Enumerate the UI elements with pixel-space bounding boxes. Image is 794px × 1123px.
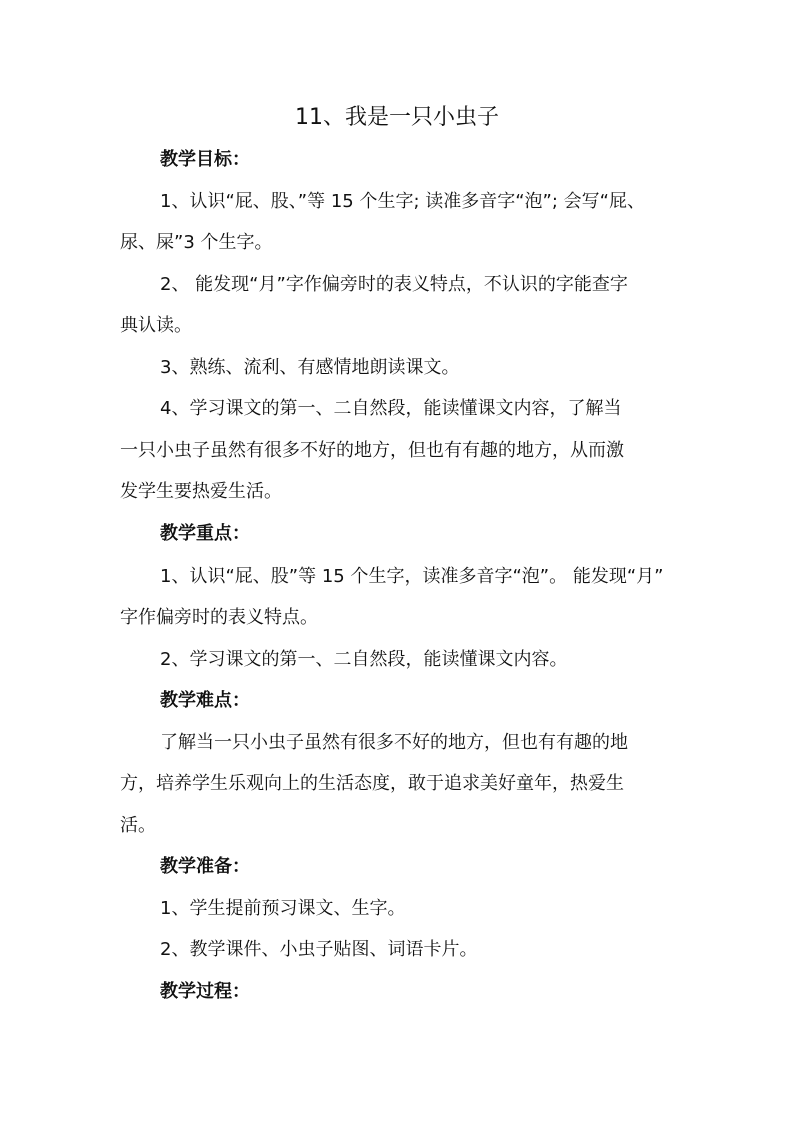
goal-4-line-3: 发学生要热爱生活。: [120, 481, 282, 502]
goal-2-line-2: 典认读。: [120, 315, 192, 336]
page-title: 11、我是一只小虫子: [295, 105, 499, 130]
difficulty-line-1: 了解当一只小虫子虽然有很多不好的地方，但也有有趣的地: [160, 732, 628, 753]
goal-4-line-1: 4、学习课文的第一、二自然段，能读懂课文内容，了解当: [160, 398, 622, 419]
section-heading-preparation: 教学准备：: [160, 856, 250, 877]
preparation-1-line-1: 1、学生提前预习课文、生字。: [160, 898, 406, 919]
section-heading-difficulties: 教学难点：: [160, 690, 250, 711]
section-heading-process: 教学过程：: [160, 981, 250, 1002]
goal-3-line-1: 3、熟练、流利、有感情地朗读课文。: [160, 357, 460, 378]
section-heading-key-points: 教学重点：: [160, 523, 250, 544]
preparation-2-line-1: 2、教学课件、小虫子贴图、词语卡片。: [160, 939, 478, 960]
goal-1-line-2: 尿、屎”3 个生字。: [120, 232, 273, 253]
key-point-1-line-1: 1、认识“屁、股”等 15 个生字，读准多音字“泡”。 能发现“月”: [160, 566, 664, 587]
difficulty-line-3: 活。: [120, 815, 156, 836]
key-point-2-line-1: 2、学习课文的第一、二自然段，能读懂课文内容。: [160, 649, 568, 670]
goal-4-line-2: 一只小虫子虽然有很多不好的地方，但也有有趣的地方，从而激: [120, 440, 624, 461]
difficulty-line-2: 方，培养学生乐观向上的生活态度，敢于追求美好童年，热爱生: [120, 773, 624, 794]
goal-2-line-1: 2、 能发现“月”字作偏旁时的表义特点，不认识的字能查字: [160, 274, 628, 295]
goal-1-line-1: 1、认识“屁、股、”等 15 个生字; 读准多音字“泡”; 会写“屁、: [160, 191, 645, 212]
key-point-1-line-2: 字作偏旁时的表义特点。: [120, 607, 318, 628]
section-heading-goals: 教学目标：: [160, 149, 250, 170]
